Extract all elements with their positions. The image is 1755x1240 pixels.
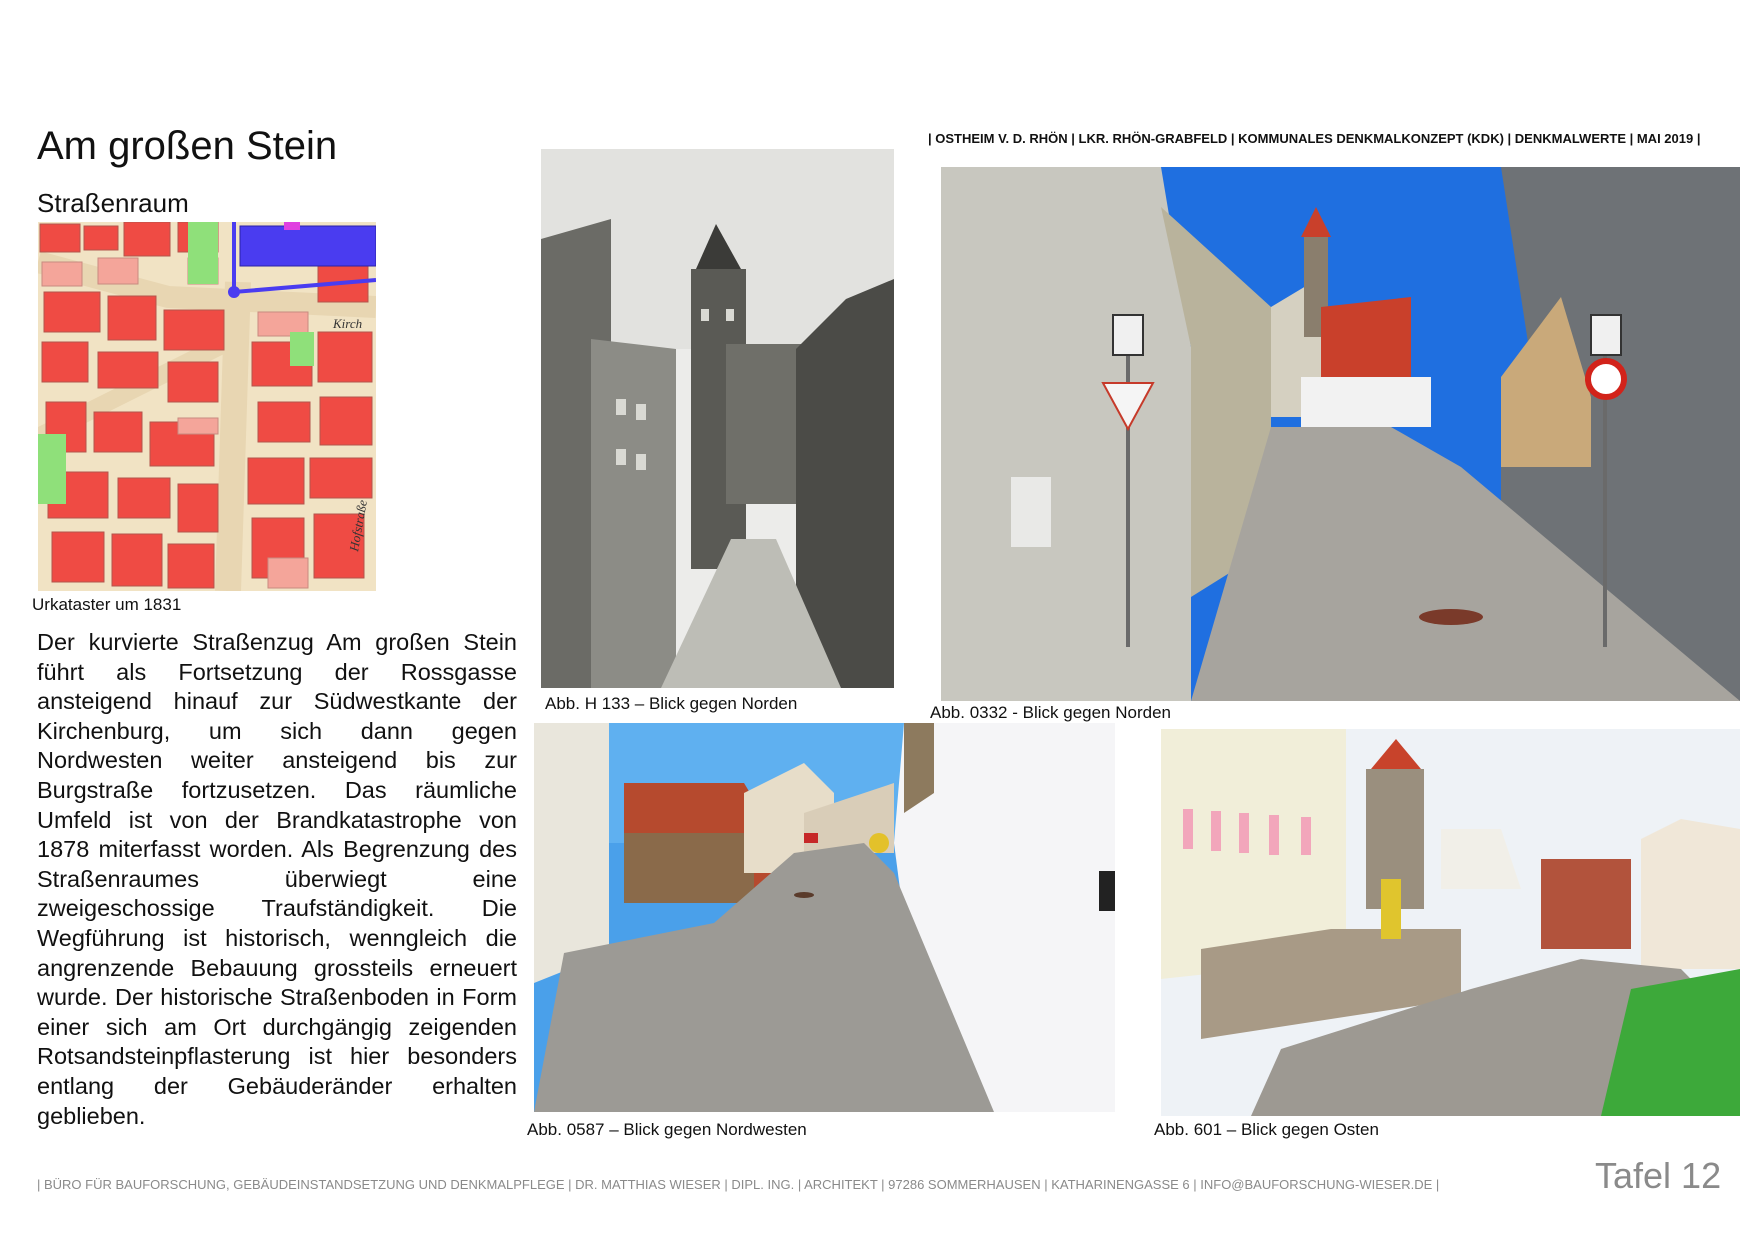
photo-0332 <box>941 167 1740 701</box>
map-street-label-hof: Hofstraße <box>346 498 370 553</box>
photo-h133-caption: Abb. H 133 – Blick gegen Norden <box>545 694 798 713</box>
header-meta: | OSTHEIM V. D. RHÖN | LKR. RHÖN-GRABFELD | KOMMUNALES DENKMALKONZEPT (KDK) | DENKMALWERTE | MAI 2019 | <box>928 131 1701 146</box>
footer-address: | BÜRO FÜR BAUFORSCHUNG, GEBÄUDEINSTANDSETZUNG UND DENKMALPFLEGE | DR. MATTHIAS WIESER | DIPL. ING. | ARCHITEKT | 97286 SOMMERHAUSEN | KATHARINENGASSE 6 | INFO@BAUFORSCHUNG-WIESER.DE | <box>37 1177 1440 1192</box>
map-street-label-kirch: Kirch <box>333 316 363 331</box>
page-title: Am großen Stein <box>37 124 338 168</box>
photo-601 <box>1161 729 1740 1116</box>
page-subtitle: Straßenraum <box>37 188 189 218</box>
cadastral-map-image <box>38 222 376 591</box>
photo-601-caption: Abb. 601 – Blick gegen Osten <box>1154 1120 1379 1139</box>
photo-0587-caption: Abb. 0587 – Blick gegen Nordwesten <box>527 1120 807 1139</box>
plate-number: Tafel 12 <box>1595 1155 1722 1196</box>
photo-0332-caption: Abb. 0332 - Blick gegen Norden <box>930 703 1171 722</box>
photo-h133 <box>541 149 894 688</box>
map-caption: Urkataster um 1831 <box>32 595 182 614</box>
photo-0587 <box>534 723 1115 1112</box>
body-paragraph: Der kurvierte Straßenzug Am großen Stein führt als Fortsetzung der Rossgasse ansteigend hinauf zur Südwestkante der Kirchenburg, um sich dann gegen Nordwesten weiter ansteigend bis zur Burgstraße fortzusetzen. Das räumliche Umfeld ist von der Brandkatastrophe von 1878 miterfasst worden. Als Begrenzung des Straßenraumes überwiegt eine zweigeschossige Traufständigkeit. Die Wegführung ist historisch, wenngleich die angrenzende Bebauung grossteils erneuert wurde. Der historische Straßenboden in Form einer sich am Ort durchgängig zeigenden Rotsandsteinpflasterung ist hier besonders entlang der Gebäuderänder erhalten geblieben. <box>37 629 517 1129</box>
